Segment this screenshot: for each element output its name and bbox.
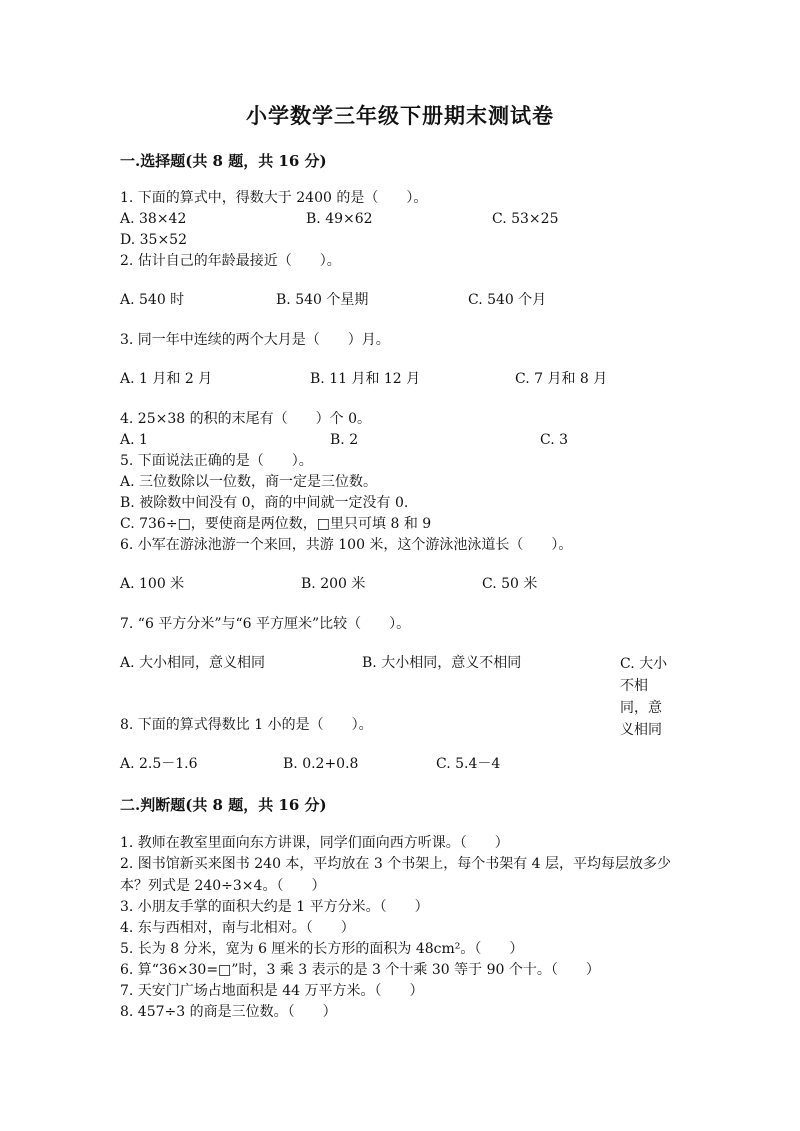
question-stem: 4. 25×38 的积的末尾有（ ）个 0。 [120,411,371,427]
judgement-item: 1. 教师在教室里面向东方讲课，同学们面向西方听课。（ ） [120,835,509,851]
option: B. 被除数中间没有 0，商的中间就一定没有 0. [120,495,409,511]
question-stem: 7. “6 平方分米”与“6 平方厘米”比较（ ）。 [120,616,411,632]
option: A. 100 米 [120,576,185,592]
question-stem: 5. 下面说法正确的是（ ）。 [120,453,313,469]
option: A. 2.5－1.6 [120,756,198,772]
option: B. 11 月和 12 月 [310,371,421,387]
option: C. 3 [540,432,569,448]
question-stem: 8. 下面的算式得数比 1 小的是（ ）。 [120,717,373,733]
judgement-item: 7. 天安门广场占地面积是 44 万平方米。（ ） [120,983,424,999]
option: A. 38×42 [120,211,187,227]
option: C. 540 个月 [468,292,547,308]
question-stem: 6. 小军在游泳池游一个来回，共游 100 米，这个游泳池泳道长（ ）。 [120,537,573,553]
judgement-item: 3. 小朋友手掌的面积大约是 1 平方分米。（ ） [120,899,429,915]
option: B. 2 [330,432,359,448]
option: A. 大小相同，意义相同 [120,655,266,671]
option: B. 大小相同，意义不相同 [362,655,522,671]
question-stem: 1. 下面的算式中，得数大于 2400 的是（ ）。 [120,190,428,206]
option: B. 200 米 [301,576,366,592]
option: C. 53×25 [492,211,559,227]
question-stem: 3. 同一年中连续的两个大月是（ ）月。 [120,332,390,348]
option: A. 三位数除以一位数，商一定是三位数。 [120,474,378,490]
option: B. 540 个星期 [276,292,369,308]
judgement-item: 5. 长为 8 分米，宽为 6 厘米的长方形的面积为 48cm²。（ ） [120,941,524,957]
option: A. 1 月和 2 月 [120,371,213,387]
option-wrapping: C. 大小不相同，意义相同 [620,656,668,738]
judgement-item: 8. 457÷3 的商是三位数。（ ） [120,1004,337,1020]
section-heading-choice: 一.选择题(共 8 题，共 16 分) [120,152,327,170]
judgement-item: 4. 东与西相对，南与北相对。（ ） [120,920,355,936]
option: B. 49×62 [306,211,373,227]
page-title: 小学数学三年级下册期末测试卷 [246,103,554,128]
option: A. 540 时 [120,292,185,308]
judgement-item: 6. 算“36×30=□”时，3 乘 3 表示的是 3 个十乘 30 等于 90 个十。（ ） [120,962,600,978]
option: C. 50 米 [482,576,538,592]
section-heading-judgement: 二.判断题(共 8 题，共 16 分) [120,796,327,814]
option: C. 736÷□，要使商是两位数，□里只可填 8 和 9 [120,516,432,532]
question-stem: 2. 估计自己的年龄最接近（ ）。 [120,253,341,269]
option: A. 1 [120,432,148,448]
option: D. 35×52 [120,232,187,248]
option: B. 0.2+0.8 [283,756,359,772]
judgement-item: 2. 图书馆新买来图书 240 本，平均放在 3 个书架上，每个书架有 4 层，平均每层放多少本？列式是 240÷3×4。（ ） [120,856,672,894]
option: C. 5.4－4 [436,756,501,772]
option: C. 7 月和 8 月 [515,371,608,387]
